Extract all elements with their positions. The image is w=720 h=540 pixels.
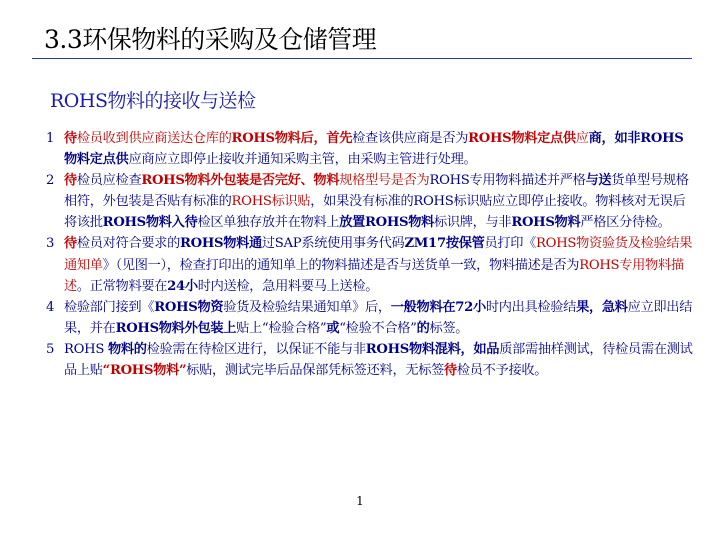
list-item <box>46 233 696 296</box>
list-item-text: ROHS标识贴 <box>231 194 311 210</box>
list-item-text: 检查该供应商是否为 <box>352 131 469 146</box>
list-item-text: 应商应立即停止接收并通知采购主管，由采购主管进行处理。 <box>128 152 477 168</box>
list-item-text: 检员对符合要求的 <box>76 236 180 252</box>
list-item <box>46 297 696 339</box>
list-item-text: 检验部门接到《 <box>64 299 155 315</box>
list-item-text: ROHS物料定点供 <box>468 131 576 146</box>
list-item-text: 验货及检验结果通知单 <box>64 236 693 273</box>
list-item-text: 检员不予接收。 <box>456 363 548 379</box>
title-divider <box>32 58 692 59</box>
list-item-text: 待 <box>64 173 77 189</box>
list-item-text: 商，如非ROHS物料定点供 <box>64 131 684 168</box>
list-item-text: 应立即出结果，并在 <box>64 299 693 336</box>
list-item-text: ROHS <box>64 341 108 357</box>
list-item-number: 5 <box>46 341 55 357</box>
list-item-text: ROHS物料 <box>511 215 581 231</box>
page-title: 3.3环保物料的采购及仓储管理 <box>44 25 377 54</box>
list-item-text: 待 <box>444 363 457 379</box>
list-item-text: 检验需在待检区进行，以保证不能与非 <box>146 341 366 357</box>
list-item <box>46 128 696 170</box>
list-item-text: “检验不合格” <box>339 320 417 336</box>
list-item-text: 质部需抽样测试，待检员需在测试品上贴 <box>64 341 693 379</box>
list-item-text: 严格区分待检。 <box>580 215 671 231</box>
list-item-text: 检员应检查 <box>76 173 142 189</box>
list-item-text: ZM17按保管 <box>404 236 485 252</box>
list-item-text: ROHS物资 <box>536 236 602 252</box>
list-item-text: 应 <box>575 131 589 146</box>
list-item-text: 检员收到供应商送达仓库的 <box>76 131 232 146</box>
list-item-text: 与送 <box>585 173 612 189</box>
list-item-text: ROHS物资 <box>154 299 224 315</box>
list-item-text: 贴上“检验合格” <box>236 320 327 336</box>
list-item-text: 。正常物料要在 <box>76 278 168 294</box>
list-item-text: 》（见图一），检查打印出的通知单上的物料描述是否与送货单一致，物料描述是否为 <box>102 257 580 273</box>
list-item-text: 或 <box>326 320 340 336</box>
list-item-text: 货单型号规格相符，外包装是否贴有标准的 <box>64 173 689 210</box>
list-item-text: 24小 <box>167 278 198 294</box>
list-item-text: ROHS物料外包装是否完好、物料 <box>141 173 340 189</box>
list-item-number: 1 <box>46 131 55 146</box>
procedure-list <box>46 128 696 381</box>
list-item-number: 4 <box>46 299 55 315</box>
list-item-text: “ROHS物料” <box>102 363 187 379</box>
list-item-number: 2 <box>46 173 55 189</box>
list-item-text: ROHS物料通 <box>180 236 262 252</box>
list-item-text: 规格型号是否为 <box>339 173 430 189</box>
list-item-text: 时内送检，急用料要马上送检。 <box>197 278 379 294</box>
list-item-text: ，如果没有标准的ROHS标识贴应立即停止接收。物料核对无误后将该批 <box>64 194 686 231</box>
list-item-text: 待 <box>64 236 77 252</box>
list-item-text: ROHS专用物料描述并严格 <box>429 173 586 189</box>
section-subtitle: ROHS物料的接收与送检 <box>50 90 256 112</box>
list-item-text: 时内出具检验结 <box>485 299 577 315</box>
list-item-number: 3 <box>46 236 55 252</box>
list-item-text: 的 <box>416 320 430 336</box>
list-item-text: 标签。 <box>429 320 469 336</box>
list-item-text: ROHS专用物料描述 <box>64 257 684 294</box>
list-item-text: 果，急料 <box>576 299 628 315</box>
list-item-text: ROHS物料混料，如品 <box>365 341 500 357</box>
list-item <box>46 170 696 233</box>
list-item-text: 过SAP系 <box>261 236 315 252</box>
list-item-text: 放置ROHS物料 <box>339 215 434 231</box>
list-item-text: 员打印《 <box>484 236 537 252</box>
list-item-text: 一般物料在72小 <box>390 299 486 315</box>
list-item-text: 物料的 <box>107 341 147 357</box>
list-item-text: ROHS物料入待 <box>102 215 198 231</box>
list-item-text: 标识牌，与非 <box>434 215 512 231</box>
list-item-text: ROHS物料后，首先 <box>231 131 353 146</box>
list-item-text: 标贴，测试完毕后品保部凭标签还料，无标签 <box>186 363 444 379</box>
list-item-text: 验货及检验结果通知单》后， <box>223 299 391 315</box>
list-item <box>46 339 696 381</box>
list-item-text: ROHS物料外包装上 <box>115 320 237 336</box>
list-item-text: 待 <box>64 131 77 146</box>
list-item-text: 检区单独存放并在物料上 <box>197 215 340 231</box>
page-number: 1 <box>356 494 364 508</box>
list-item-text: 统使用事务代码 <box>314 236 405 252</box>
